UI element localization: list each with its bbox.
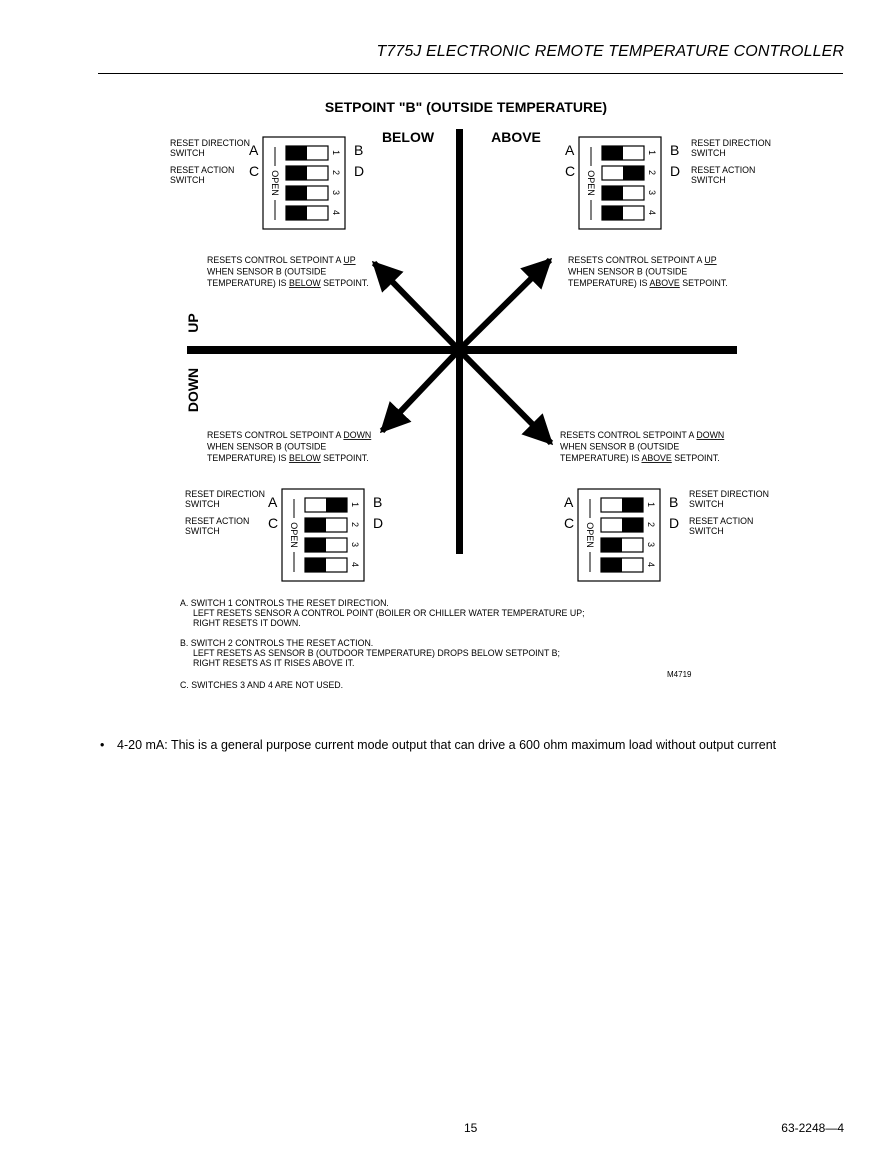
reset-direction-label: RESET DIRECTION <box>170 138 250 148</box>
reset-direction-label: SWITCH <box>689 499 724 509</box>
quadrant-text-top-left <box>207 255 369 288</box>
reset-direction-label: SWITCH <box>691 148 726 158</box>
text-span: WHEN SENSOR B (OUTSIDE <box>207 266 327 277</box>
text-span: TEMPERATURE) IS <box>560 453 642 463</box>
notes <box>180 598 585 690</box>
quadrant-line <box>568 278 728 288</box>
dip-switch-panel-bottom-left <box>185 489 383 581</box>
reset-direction-label: RESET DIRECTION <box>691 138 771 148</box>
switch-number: 3 <box>647 190 657 196</box>
switch-actuator <box>602 206 623 220</box>
quadrant-text-top-right <box>568 255 728 288</box>
switch-number: 1 <box>331 150 341 156</box>
quadrant-line <box>207 442 326 452</box>
note-c: C. SWITCHES 3 AND 4 ARE NOT USED. <box>180 680 344 690</box>
underlined-word: DOWN <box>696 430 725 440</box>
switch-actuator <box>602 146 623 160</box>
text-span: TEMPERATURE) IS <box>568 278 650 288</box>
reset-action-label: SWITCH <box>689 526 724 536</box>
letter-b: B <box>670 142 680 158</box>
text-span: SETPOINT. <box>320 278 369 288</box>
reset-direction-label: SWITCH <box>170 148 205 158</box>
switch-actuator <box>286 146 307 160</box>
page-number: 15 <box>464 1121 478 1135</box>
switch-actuator <box>305 558 326 572</box>
open-label: OPEN <box>289 522 299 548</box>
quadrant-line <box>207 278 369 288</box>
up-label: UP <box>185 313 201 333</box>
switch-number: 4 <box>350 562 360 568</box>
switch-number: 2 <box>647 170 657 176</box>
switch-actuator <box>305 538 326 552</box>
arrow-down-right <box>459 350 551 443</box>
bullet-text: 4-20 mA: This is a general purpose current mode output that can drive a 600 ohm maximum load without output current <box>117 738 777 752</box>
quadrant-text-bottom-right <box>560 430 724 463</box>
quadrant-line <box>560 430 724 440</box>
reset-action-label: SWITCH <box>170 175 205 185</box>
switch-actuator <box>286 206 307 220</box>
dip-switch-panel-bottom-right <box>564 489 769 581</box>
switch-actuator <box>601 558 622 572</box>
text-span: SETPOINT. <box>679 278 728 288</box>
text-span: RESETS CONTROL SETPOINT A <box>560 430 697 440</box>
quadrant-line <box>207 267 326 277</box>
letter-c: C <box>249 163 260 179</box>
switch-actuator <box>623 166 644 180</box>
switch-number: 4 <box>331 210 341 216</box>
note-b: B. SWITCH 2 CONTROLS THE RESET ACTION. <box>180 638 374 648</box>
letter-d: D <box>670 163 681 179</box>
underlined-word: UP <box>343 255 356 265</box>
below-label: BELOW <box>381 129 435 145</box>
reset-direction-label: RESET DIRECTION <box>185 489 265 499</box>
underlined-word: ABOVE <box>649 278 680 288</box>
vertical-axis <box>456 129 463 554</box>
switch-actuator <box>326 498 347 512</box>
letter-a: A <box>268 494 278 510</box>
switch-actuator <box>286 166 307 180</box>
underlined-word: ABOVE <box>641 453 672 463</box>
switch-number: 1 <box>647 150 657 156</box>
text-span: WHEN SENSOR B (OUTSIDE <box>560 441 680 452</box>
text-span: WHEN SENSOR B (OUTSIDE <box>207 441 327 452</box>
text-span: TEMPERATURE) IS <box>207 278 289 288</box>
note-b-line3: RIGHT RESETS AS IT RISES ABOVE IT. <box>193 658 355 668</box>
switch-number: 4 <box>647 210 657 216</box>
switch-number: 3 <box>331 190 341 196</box>
underlined-word: BELOW <box>288 278 321 288</box>
quadrant-line <box>568 255 717 265</box>
switch-actuator <box>622 518 643 532</box>
switch-number: 4 <box>646 562 656 568</box>
underlined-word: DOWN <box>343 430 372 440</box>
switch-number: 2 <box>646 522 656 528</box>
letter-b: B <box>354 142 364 158</box>
note-a: A. SWITCH 1 CONTROLS THE RESET DIRECTION. <box>180 598 389 608</box>
letter-d: D <box>669 515 680 531</box>
text-span: RESETS CONTROL SETPOINT A <box>207 255 344 265</box>
reset-action-label: RESET ACTION <box>185 516 250 526</box>
quadrant-line <box>207 430 371 440</box>
quadrant-line <box>560 453 720 463</box>
reset-action-label: RESET ACTION <box>691 165 756 175</box>
switch-number: 1 <box>646 502 656 508</box>
switch-number: 1 <box>350 502 360 508</box>
text-span: TEMPERATURE) IS <box>207 453 289 463</box>
note-b-line2: LEFT RESETS AS SENSOR B (OUTDOOR TEMPERATURE) DROPS BELOW SETPOINT B; <box>193 648 560 658</box>
switch-actuator <box>601 538 622 552</box>
letter-a: A <box>249 142 259 158</box>
letter-c: C <box>565 163 576 179</box>
bullet-glyph: • <box>100 738 105 752</box>
figure-id: M4719 <box>667 670 692 679</box>
arrow-down-left <box>382 350 459 431</box>
underlined-word: UP <box>704 255 717 265</box>
reset-direction-label: RESET DIRECTION <box>689 489 769 499</box>
reset-direction-label: SWITCH <box>185 499 220 509</box>
text-span: RESETS CONTROL SETPOINT A <box>207 430 344 440</box>
letter-d: D <box>373 515 384 531</box>
text-span: SETPOINT. <box>320 453 369 463</box>
note-a-line3: RIGHT RESETS IT DOWN. <box>193 618 301 628</box>
text-span: WHEN SENSOR B (OUTSIDE <box>568 266 688 277</box>
letter-a: A <box>565 142 575 158</box>
note-a-line2: LEFT RESETS SENSOR A CONTROL POINT (BOILER OR CHILLER WATER TEMPERATURE UP; <box>193 608 585 618</box>
switch-number: 3 <box>350 542 360 548</box>
above-label: ABOVE <box>491 129 541 145</box>
dip-switch-panel-top-right <box>565 137 771 229</box>
down-label: DOWN <box>185 367 201 413</box>
reset-action-label: RESET ACTION <box>170 165 235 175</box>
diagram-title: SETPOINT "B" (OUTSIDE TEMPERATURE) <box>324 99 608 115</box>
text-span: RESETS CONTROL SETPOINT A <box>568 255 705 265</box>
open-label: OPEN <box>586 170 596 196</box>
page-header-title: T775J ELECTRONIC REMOTE TEMPERATURE CONTROLLER <box>376 43 844 60</box>
reset-action-label: SWITCH <box>185 526 220 536</box>
switch-number: 2 <box>350 522 360 528</box>
open-label: OPEN <box>270 170 280 196</box>
quadrant-line <box>207 255 356 265</box>
reset-action-label: SWITCH <box>691 175 726 185</box>
quadrant-text-bottom-left <box>207 430 371 463</box>
quadrant-line <box>207 453 369 463</box>
letter-c: C <box>564 515 575 531</box>
letter-b: B <box>373 494 383 510</box>
reset-action-label: RESET ACTION <box>689 516 754 526</box>
open-label: OPEN <box>585 522 595 548</box>
dip-switch-panel-top-left <box>170 137 364 229</box>
arrow-up-left <box>374 263 459 350</box>
document-number: 63-2248—4 <box>781 1121 844 1135</box>
letter-b: B <box>669 494 679 510</box>
switch-actuator <box>602 186 623 200</box>
switch-actuator <box>622 498 643 512</box>
text-span: SETPOINT. <box>671 453 720 463</box>
quadrant-line <box>560 442 679 452</box>
switch-number: 2 <box>331 170 341 176</box>
quadrant-line <box>568 267 687 277</box>
underlined-word: BELOW <box>288 453 321 463</box>
letter-c: C <box>268 515 279 531</box>
letter-a: A <box>564 494 574 510</box>
letter-d: D <box>354 163 365 179</box>
arrow-up-right <box>459 260 550 350</box>
switch-number: 3 <box>646 542 656 548</box>
switch-actuator <box>286 186 307 200</box>
switch-actuator <box>305 518 326 532</box>
